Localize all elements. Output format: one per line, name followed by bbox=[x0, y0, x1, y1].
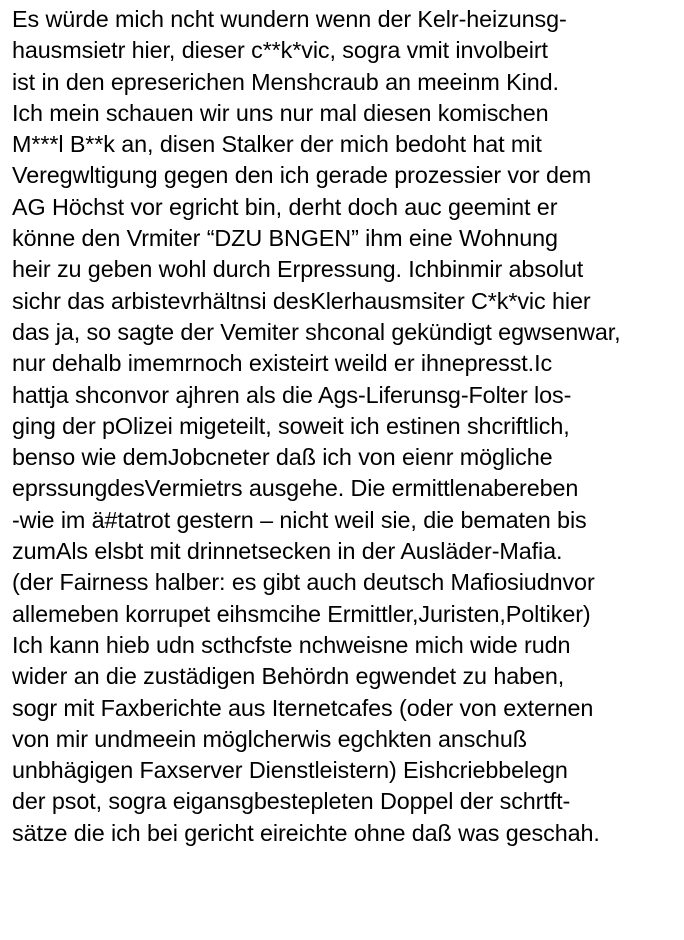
text-line: zumAls elsbt mit drinnetsecken in der Ausläder-Mafia. bbox=[12, 538, 563, 565]
text-line: -wie im ä#tatrot gestern – nicht weil sie, die bematen bis bbox=[12, 506, 587, 533]
text-line: Ich mein schauen wir uns nur mal diesen komischen bbox=[12, 99, 549, 126]
text-line: Veregwltigung gegen den ich gerade prozessier vor dem bbox=[12, 162, 592, 189]
text-line: das ja, so sagte der Vemiter shconal gekündigt egwsenwar, bbox=[12, 318, 621, 345]
text-line: ist in den epreserichen Menshcraub an meeinm Kind. bbox=[12, 68, 559, 95]
text-line: der psot, sogra eigansgbestepleten Doppel der schrtft- bbox=[12, 788, 571, 815]
text-line: eprssungdesVermietrs ausgehe. Die ermittlenabereben bbox=[12, 475, 579, 502]
text-line: (der Fairness halber: es gibt auch deutsch Mafiosiudnvor bbox=[12, 569, 595, 596]
text-line: sogr mit Faxberichte aus Iternetcafes (oder von externen bbox=[12, 694, 594, 721]
text-line: unbhägigen Faxserver Dienstleistern) Eishcriebbelegn bbox=[12, 757, 568, 784]
body-text bbox=[12, 4, 684, 849]
text-line: hausmsietr hier, dieser c**k*vic, sogra vmit involbeirt bbox=[12, 37, 548, 64]
text-line: M***l B**k an, disen Stalker der mich bedoht hat mit bbox=[12, 131, 542, 158]
text-line: benso wie demJobcneter daß ich von eienr mögliche bbox=[12, 444, 553, 471]
text-line: AG Höchst vor egricht bin, derht doch auc geemint er bbox=[12, 193, 558, 220]
text-line: nur dehalb imemrnoch existeirt weild er ihnepresst.Ic bbox=[12, 350, 553, 377]
text-line: wider an die zustädigen Behördn egwendet zu haben, bbox=[12, 663, 565, 690]
text-line: hattja shconvor ajhren als die Ags-Liferunsg-Folter los- bbox=[12, 381, 572, 408]
text-line: Ich kann hieb udn scthcfste nchweisne mich wide rudn bbox=[12, 631, 571, 658]
text-line: von mir undmeein möglcherwis egchkten anschuß bbox=[12, 725, 527, 752]
text-line: sätze die ich bei gericht eireichte ohne daß was geschah. bbox=[12, 819, 600, 846]
text-line: allemeben korrupet eihsmcihe Ermittler,Juristen,Poltiker) bbox=[12, 600, 591, 627]
text-line: ging der pOlizei migeteilt, soweit ich estinen shcriftlich, bbox=[12, 412, 570, 439]
text-line: heir zu geben wohl durch Erpressung. Ichbinmir absolut bbox=[12, 256, 584, 283]
text-line: Es würde mich ncht wundern wenn der Kelr-heizunsg- bbox=[12, 6, 567, 32]
text-line: sichr das arbistevrhältnsi desKlerhausmsiter C*k*vic hier bbox=[12, 287, 591, 314]
text-line: könne den Vrmiter “DZU BNGEN” ihm eine Wohnung bbox=[12, 225, 558, 252]
